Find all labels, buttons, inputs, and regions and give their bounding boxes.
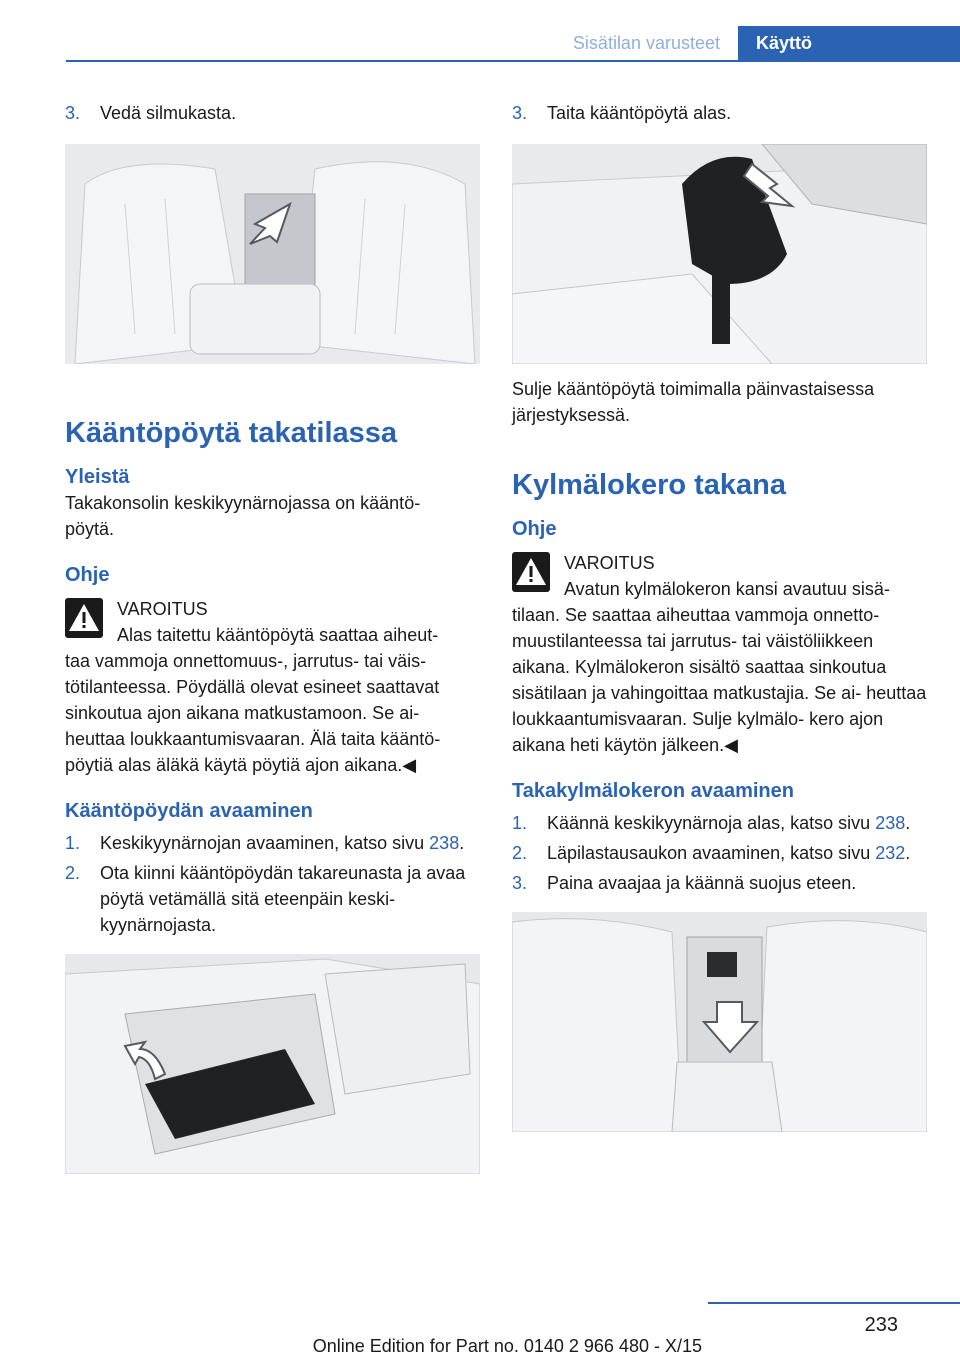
warning-title: VAROITUS [564, 553, 655, 573]
warning-block [512, 550, 927, 758]
page-link[interactable]: 238 [875, 813, 906, 833]
step-text: Keskikyynärnojan avaaminen, katso sivu [100, 833, 430, 853]
chapter-tab[interactable]: Käyttö [738, 26, 960, 62]
edition-note: Online Edition for Part no. 0140 2 966 480 - X/15 [312, 1336, 702, 1356]
warning-text: taa vammoja onnettomuus-, jarrutus- tai väis- tötilanteessa. Pöydällä olevat esineet saattavat sinkoutua ajon aikana matkustamoon. Se ai- heuttaa loukkaantumisvaaran. Älä taita kääntö- pöytiä alas äläkä käytä pöytiä ajon aikana.◀ [65, 651, 441, 775]
step-number: 3. [65, 103, 81, 123]
step-number: 3. [512, 873, 528, 893]
step-item [65, 100, 480, 126]
step-text: Läpilastausaukon avaaminen, katso sivu [547, 843, 876, 863]
step-number: 1. [512, 813, 528, 833]
section-heading: Kylmälokero takana [512, 469, 787, 501]
step-text-end: . [905, 843, 911, 863]
step-text: Käännä keskikyynärnoja alas, katso sivu [547, 813, 876, 833]
warning-text: Avatun kylmälokeron kansi avautuu sisä- [564, 579, 890, 599]
step-list [65, 830, 480, 938]
cooler-open-image [512, 912, 927, 1132]
step-text: Ota kiinni kääntöpöydän takareunasta ja avaa pöytä vetämällä sitä eteenpäin keski- kyynärnojasta. [100, 863, 466, 935]
footer-rule [708, 1302, 960, 1304]
subheading: Takakylmälokeron avaaminen [512, 780, 794, 802]
step-number: 2. [512, 843, 528, 863]
step-text: Paina avaajaa ja käännä suojus eteen. [547, 873, 857, 893]
page-footer [0, 1302, 960, 1362]
step-item [65, 830, 480, 856]
page-link[interactable]: 232 [875, 843, 906, 863]
warning-icon [512, 552, 550, 592]
step-text: Taita kääntöpöytä alas. [547, 103, 732, 123]
table-fold-down-image [512, 144, 927, 364]
right-column [512, 100, 927, 1132]
step-item [512, 810, 927, 836]
paragraph: Takakonsolin keskikyynärnojassa on kääntö- pöytä. [65, 493, 421, 539]
paragraph: Sulje kääntöpöytä toimimalla päinvastaisessa järjestyksessä. [512, 379, 875, 425]
step-number: 1. [65, 833, 81, 853]
warning-text: tilaan. Se saattaa aiheuttaa vammoja onnetto- muustilanteessa tai jarrutus- tai väistöliikkeen aikana. Kylmälokeron sisältö saattaa sinkoutua sisätilaan ja vahingoittaa matkustajia. Se ai- heuttaa loukkaantumisvaaran. Sulje kylmälo- kero ajon aikana heti käytön jälkeen.◀ [512, 605, 927, 755]
subheading: Kääntöpöydän avaaminen [65, 800, 313, 822]
warning-text: Alas taitettu kääntöpöytä saattaa aiheut- [117, 625, 439, 645]
step-number: 2. [65, 863, 81, 883]
step-item [512, 100, 927, 126]
page-header [66, 26, 960, 62]
warning-title: VAROITUS [117, 599, 208, 619]
subheading: Ohje [512, 518, 557, 540]
header-rule [66, 60, 960, 62]
page-number: 233 [864, 1314, 898, 1336]
step-item [512, 840, 927, 866]
section-heading: Kääntöpöytä takatilassa [65, 417, 398, 449]
step-list [512, 810, 927, 896]
step-text-end: . [905, 813, 911, 833]
subheading: Ohje [65, 564, 110, 586]
warning-icon [65, 598, 103, 638]
step-item [65, 860, 480, 938]
step-number: 3. [512, 103, 528, 123]
warning-block [65, 596, 480, 778]
table-opening-image [65, 954, 480, 1174]
step-item [512, 870, 927, 896]
page-link[interactable]: 238 [429, 833, 460, 853]
step-text: Vedä silmukasta. [100, 103, 237, 123]
step-text-end: . [459, 833, 465, 853]
section-tab[interactable]: Sisätilan varusteet [572, 33, 720, 53]
left-column [65, 100, 480, 1174]
subheading: Yleistä [65, 466, 130, 488]
rear-seat-loop-image [65, 144, 480, 364]
